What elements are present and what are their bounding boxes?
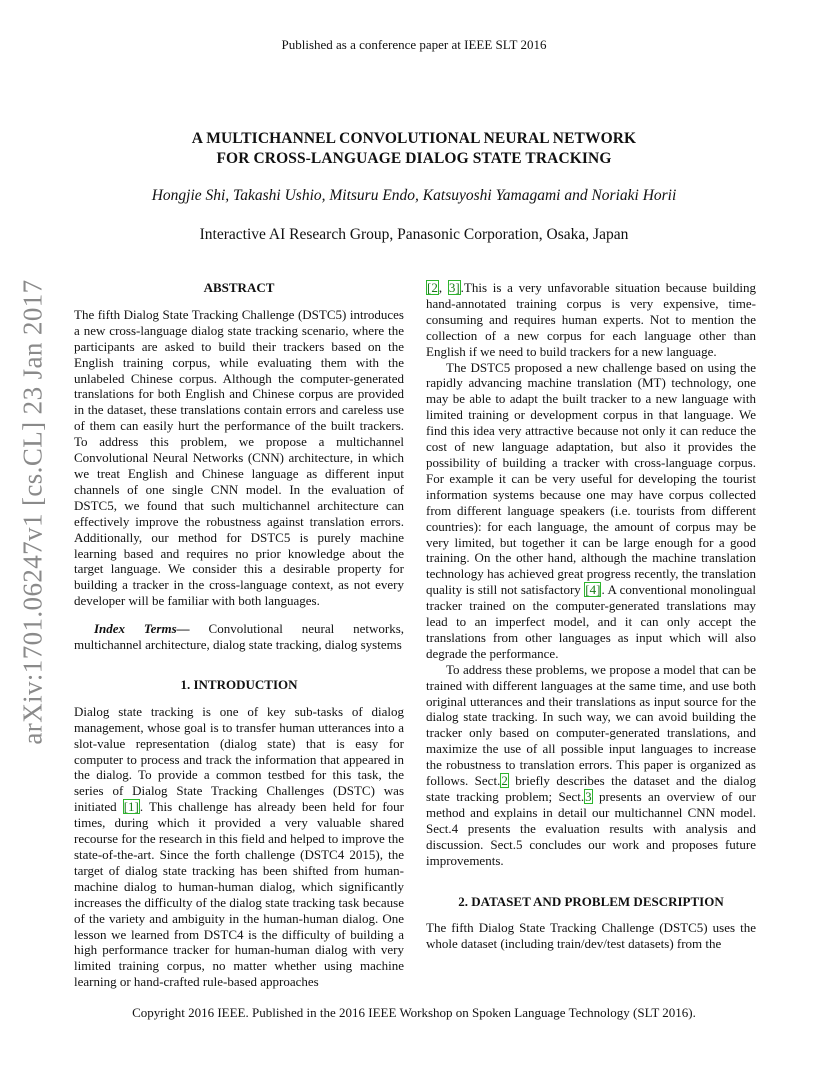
citation-separator: ,	[438, 280, 448, 295]
section-2-text: The fifth Dialog State Tracking Challenge (DSTC5) uses the whole dataset (including train/dev/test datasets) from the	[426, 920, 756, 952]
intro-p1-text-b: . This challenge has already been held for four times, during which it provided a very valuable shared recourse for the research in this field and helped to improve the state-of-the-art. Since the forth challenge (DSTC4 2015), the target of dialog state tracking has been shifted from human-machine dialog to human-human dialog, which significantly increases the difficulty of the dialog state tracking task because of the variety and ambiguity in the human-human dialog. One lesson we learned from DSTC4 is the difficulty of building a high performance tracker for human-human dialog with very limited training corpus, no matter whether using machine learning or hand-crafted rule-based approaches	[74, 799, 405, 990]
abstract-heading: ABSTRACT	[203, 280, 275, 295]
affiliation: Interactive AI Research Group, Panasonic Corporation, Osaka, Japan	[199, 226, 629, 243]
paper-title	[0, 129, 828, 169]
section-link-2[interactable]: 2	[501, 773, 508, 789]
intro-p1-text-a: Dialog state tracking is one of key sub-tasks of dialog management, whose goal is to transfer human utterances into a slot-value representation (dialog state) that is easy for computer to process and track the information that appeared in the dialog. To provide a common testbed for this task, the series of Dialog State Tracking Challenges (DSTC) was initiated	[74, 703, 404, 815]
section-2-heading: 2. DATASET AND PROBLEM DESCRIPTION	[458, 893, 724, 909]
intro-paragraph-1	[74, 704, 404, 990]
citation-link-2[interactable]: [2	[427, 280, 438, 295]
intro-p3-text-c: presents an overview of our method and explains in detail our multichannel CNN model. Sect.4 presents the evaluation results with analysis and discussion. Sect.5 concludes our work and proposes future improvements.	[426, 789, 756, 868]
left-column	[74, 280, 404, 990]
intro-paragraph-3	[426, 662, 756, 869]
intro-paragraph-2	[426, 360, 756, 662]
arxiv-id: arXiv:1701.06247v1 [cs.CL] 23 Jan 2017	[17, 278, 48, 745]
abstract-text: The fifth Dialog State Tracking Challenge (DSTC5) introduces a new cross-language dialog state tracking scenario, where the participants are asked to build their trackers based on the English training corpus, while evaluating them with the unlabeled Chinese corpus. Although the computer-generated translations for both English and Chinese corpus are provided in the dataset, these translations contain errors and careless use of them can easily hurt the performance of the built trackers. To address this problem, we propose a multichannel Convolutional Neural Networks (CNN) architecture, in which we treat English and Chinese language as different input channels of one single CNN model. In the evaluation of DSTC5, we found that such multichannel architecture can effectively improve the robustness against translation errors. Additionally, our method for DSTC5 is purely machine learning based and requires no prior knowledge about the target language. We consider this a desirable property for building a tracker in the cross-language context, as not every developer will be familiar with both languages.	[74, 306, 404, 609]
title-line-1: A MULTICHANNEL CONVOLUTIONAL NEURAL NETWORK	[191, 130, 637, 147]
arxiv-watermark	[18, 264, 48, 759]
intro-p3-text-b: briefly describes the dataset and the dialog state tracking problem; Sect.	[426, 773, 756, 804]
index-terms-label: Index Terms—	[94, 621, 190, 637]
citation-link-3[interactable]: 3]	[448, 280, 460, 295]
citation-link-4[interactable]: [4]	[585, 582, 601, 598]
intro-p3-text-a: To address these problems, we propose a model that can be trained with different languages at the same time, and use both original utterances and their translations as input source for the dialog state tracking. In such way, we can avoid building the tracker only based on computer-generated translations, and maximize the use of all possible input languages to increase the robustness to translation errors. This paper is organized as follows. Sect.	[426, 661, 756, 789]
intro-p2-text-a: The DSTC5 proposed a new challenge based on using the rapidly advancing machine translation (MT) technology, one may be able to adapt the built tracker to a new language with limited training or development corpus in that language. We find this idea very attractive because not only it can reduce the cost of new language adaptation, but also it provides the possibility of building a tracker with cross-language corpus. For example it can be very useful for developing the tourist information systems because one may have corpus collected from different language speakers (i.e. tourists from different countries): for each language, the amount of corpus may be very limited, but together it can be large enough for a good training. On the other hand, although the machine translation technology has achieved great progress recently, the translation quality is still not satisfactory	[426, 359, 756, 598]
copyright-footer: Copyright 2016 IEEE. Published in the 2016 IEEE Workshop on Spoken Language Technology (SLT 2016).	[132, 1005, 696, 1020]
section-link-3[interactable]: 3	[585, 789, 592, 804]
citation-link-1[interactable]: [1]	[123, 799, 139, 815]
index-terms	[74, 621, 404, 653]
conference-header: Published as a conference paper at IEEE SLT 2016	[281, 37, 547, 52]
intro-heading: 1. INTRODUCTION	[180, 676, 298, 692]
author-list: Hongjie Shi, Takashi Ushio, Mitsuru Endo, Katsuyoshi Yamagami and Noriaki Horii	[151, 187, 677, 204]
intro-paragraph-1-cont	[426, 280, 756, 360]
title-line-2: FOR CROSS-LANGUAGE DIALOG STATE TRACKING	[216, 150, 612, 167]
intro-p2-text-b: . A conventional monolingual tracker trained on the computer-generated translations may lead to an imperfect model, and it can only accept the translations from other languages as input which will also degrade the performance.	[426, 582, 756, 661]
index-terms-text: Convolutional neural networks, multichannel architecture, dialog state tracking, dialog systems	[74, 621, 405, 653]
intro-p1-text-c: .This is a very unfavorable situation because building hand-annotated training corpus is very expensive, time-consuming and requires human experts. Not to mention the collection of a new corpus for each language other than English if we need to build trackers for a new language.	[426, 280, 757, 359]
right-column	[426, 280, 756, 952]
